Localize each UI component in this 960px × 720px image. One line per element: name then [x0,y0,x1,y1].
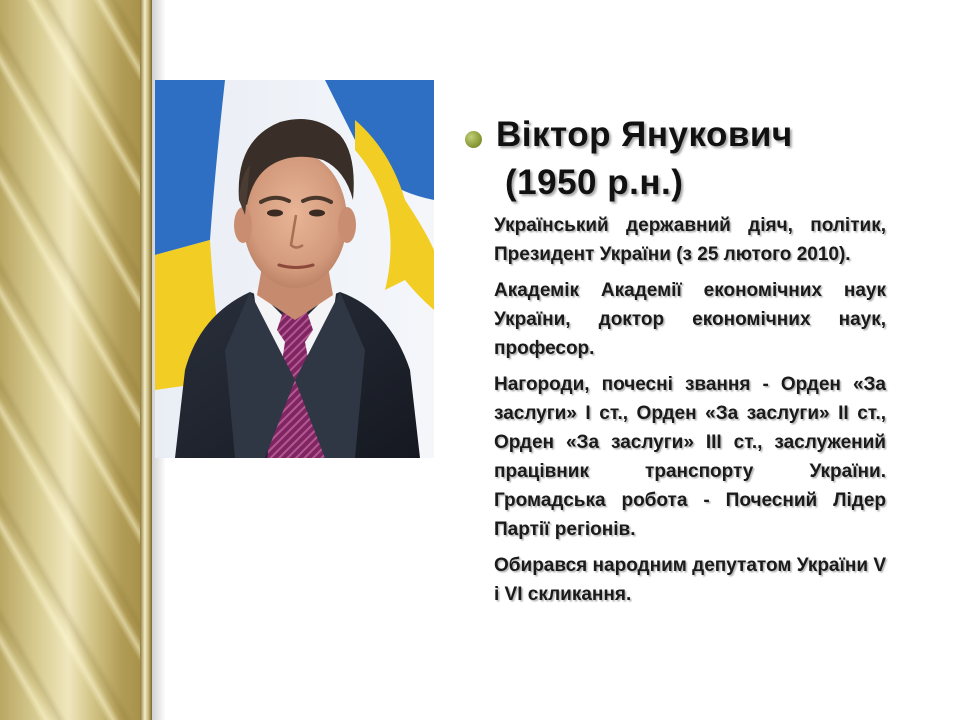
bullet-icon [465,131,482,148]
gold-strip-edge [140,0,152,720]
portrait-illustration [155,80,434,458]
bio-paragraph-awards: Нагороди, почесні звання - Орден «За заслуги» I ст., Орден «За заслуги» II ст., Орден «За заслуги» III ст., заслужений працівник транспорту України. Громадська робота - Почесний Лідер Партії регіонів. [494,374,886,540]
bio-paragraph-position: Український державний діяч, політик, Президент України (з 25 лютого 2010). [494,215,886,265]
bio-paragraph-academic: Академік Академії економічних наук України, доктор економічних наук, професор. [494,280,886,359]
bio-paragraph-deputy: Обирався народним депутатом України V і VI скликання. [494,555,886,605]
person-name: Віктор Янукович [496,115,793,154]
gold-decorative-strip [0,0,152,720]
biography-text [494,211,886,616]
portrait-photo [155,80,434,458]
birth-year: (1950 р.н.) [505,163,684,202]
